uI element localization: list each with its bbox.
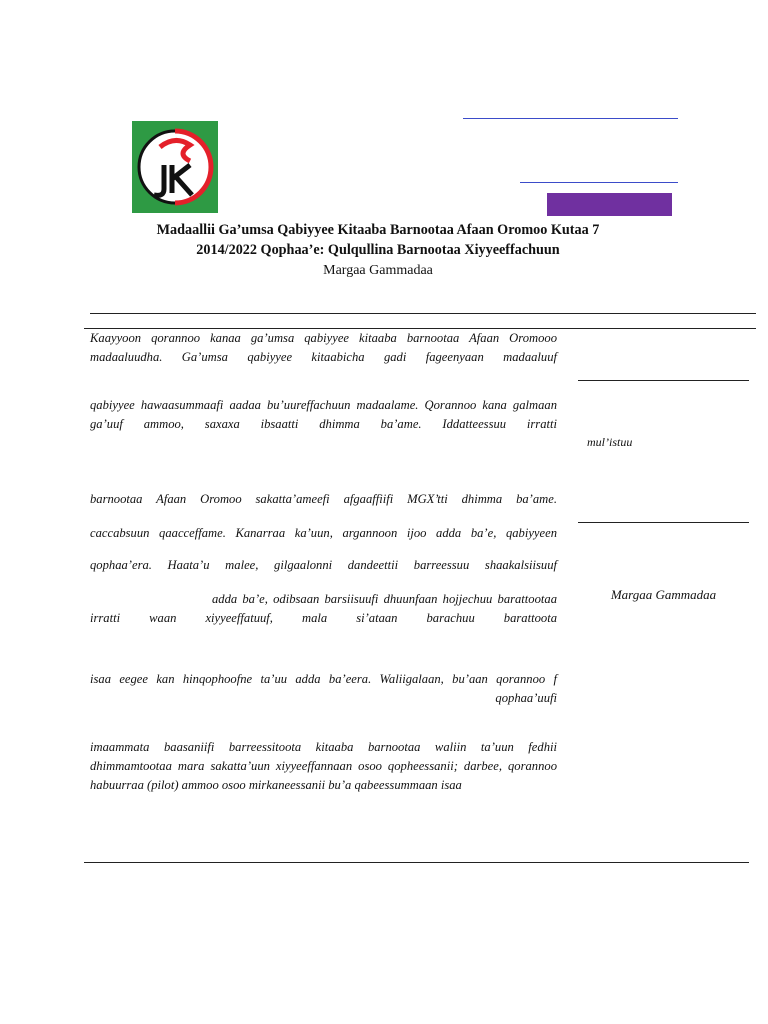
abstract-paragraph-4: caccabsuun qaacceffame. Kanarraa ka’uun, argannoon ijoo adda ba’e, qabiyyeen [90, 526, 557, 540]
logo-emblem [132, 121, 218, 213]
title-line-2: 2014/2022 Qophaa’e: Qulqullina Barnootaa Xiyyeeffachuun [196, 242, 560, 258]
abstract-paragraph-1: Kaayyoon qorannoo kanaa ga’umsa qabiyyee kitaaba barnootaa Afaan Oromooo madaaluudha. Ga’umsa qabiyyee kitaabicha gadi fageenyaan madaaluuf [90, 331, 557, 364]
rule-bottom [84, 862, 749, 863]
abstract-paragraph-2: qabiyyee hawaasummaafi aadaa bu’uureffachuun madaalame. Qorannoo kana galmaan ga’uuf ammoo, saxaxa ibsaatti dhimma ba’ame. Iddatteessuu irratti [90, 398, 557, 431]
side-label: mul’istuu [587, 435, 633, 449]
rule-top-1 [90, 313, 756, 314]
purple-highlight-box [547, 193, 672, 216]
header-link-line-top[interactable] [463, 118, 678, 119]
title-line-1: Madaallii Ga’umsa Qabiyyee Kitaaba Barnootaa Afaan Oromoo Kutaa 7 [156, 222, 600, 238]
abstract-paragraph-6: adda ba’e, odibsaan barsiisuufi dhuunfaan hojjechuu barattootaa irratti waan xiyyeeffatuuf, mala si’ataan barachuu barattoota [90, 592, 557, 625]
side-author-name: Margaa Gammadaa [610, 587, 717, 602]
header-link-line-bottom[interactable] [520, 182, 678, 183]
side-rule-2 [578, 522, 749, 523]
logo [132, 121, 218, 213]
side-rule-1 [578, 380, 749, 381]
author-name: Margaa Gammadaa [323, 263, 433, 278]
abstract-paragraph-8: imaammata baasaniifi barreessitoota kitaaba barnootaa waliin ta’uun fedhii dhimmamtootaa mara sakatta’uun xiyyeeffannaan osoo qopheessanii; darbee, qorannoo habuurraa (pilot) ammoo osoo mirkaneessanii bu’a qabeessummaan isaa [90, 740, 557, 792]
abstract-paragraph-5: qophaa’era. Haata’u malee, gilgaalonni dandeettii barreessuu shaakalsiisuuf [90, 558, 557, 572]
abstract-paragraph-3: barnootaa Afaan Oromoo sakatta’ameefi afgaaffiifi MGX’tti dhimma ba’ame. [90, 492, 557, 506]
abstract-paragraph-7: isaa eegee kan hinqophoofne ta’uu adda ba’eera. Waliigalaan, bu’aan qorannoo f qophaa’uufi [90, 672, 557, 705]
